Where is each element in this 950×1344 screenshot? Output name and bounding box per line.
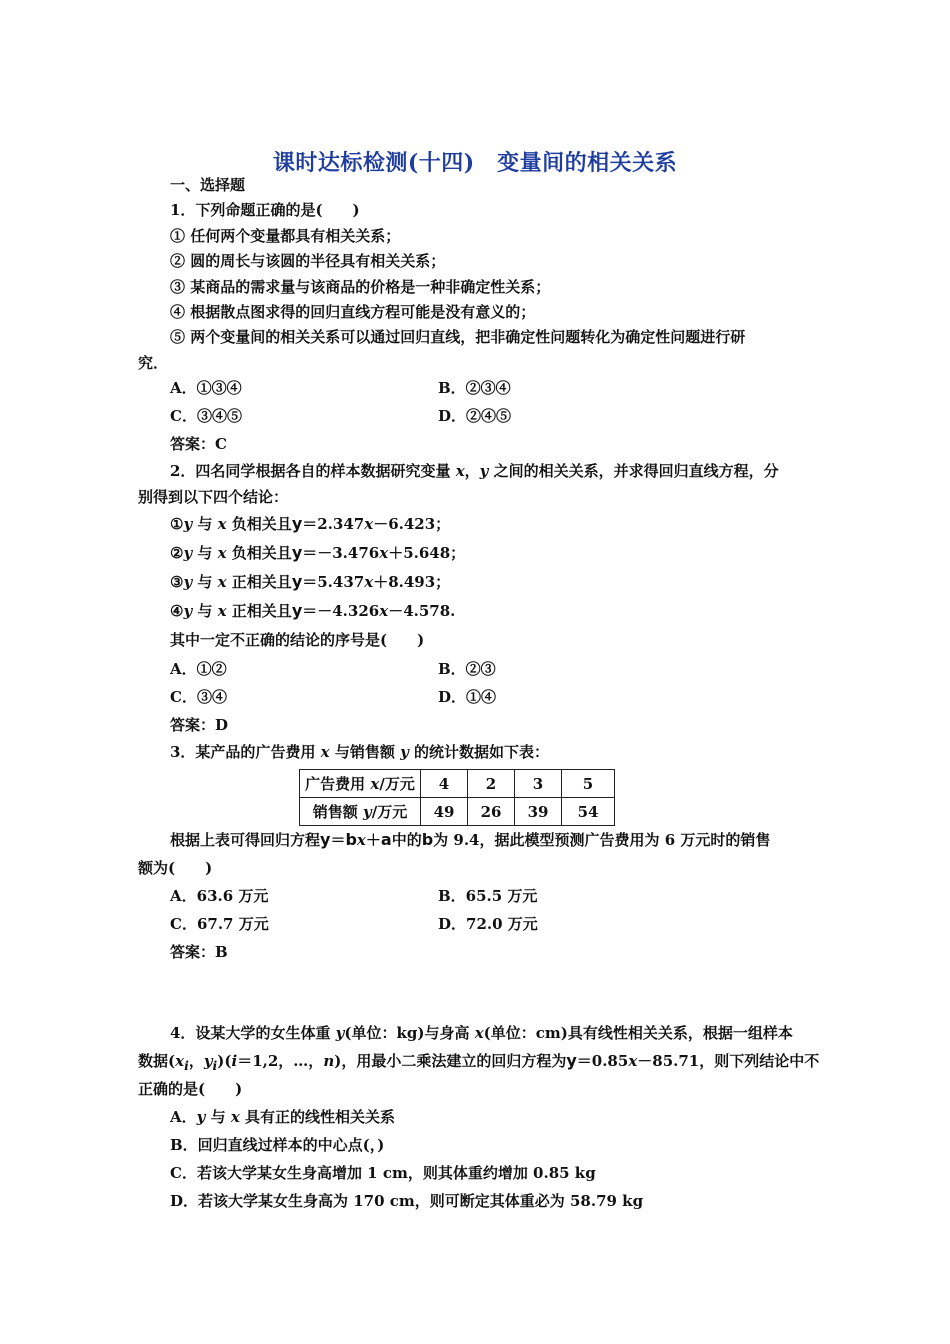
table-cell: 2: [468, 770, 515, 798]
q4-stem-1: 4．设某大学的女生体重 y(单位：kg)与身高 x(单位：cm)具有线性相关关系，根据一组样本: [170, 1024, 793, 1042]
q3-option-b: B．65.5 万元: [438, 887, 538, 905]
q2-option-b: B．②③: [438, 660, 496, 678]
q1-statement-4: ④ 根据散点图求得的回归直线方程可能是没有意义的；: [170, 303, 536, 321]
table-header-cell: 销售额 y/万元: [300, 798, 421, 826]
q4-option-b: B．回归直线过样本的中心点(，): [170, 1136, 385, 1154]
q1-statement-2: ② 圆的周长与该圆的半径具有相关关系；: [170, 252, 446, 270]
q1-answer: 答案：C: [170, 435, 227, 453]
page-title: 课时达标检测(十四) 变量间的相关关系: [272, 150, 678, 176]
table-row: [300, 770, 615, 798]
q2-ask: 其中一定不正确的结论的序号是( ): [170, 631, 425, 649]
q3-answer: 答案：B: [170, 943, 228, 961]
table-cell: 49: [421, 798, 468, 826]
q4-option-a: A．y 与 x 具有正的线性相关关系: [170, 1108, 395, 1126]
q2-option-a: A．①②: [170, 660, 227, 678]
q1-statement-5-cont: 究．: [138, 354, 169, 372]
table-header-cell: 广告费用 x/万元: [300, 770, 421, 798]
q1-statement-3: ③ 某商品的需求量与该商品的价格是一种非确定性关系；: [170, 278, 551, 296]
q2-answer: 答案：D: [170, 716, 229, 734]
q3-regression-line: 根据上表可得回归方程y＝bx＋a中的b为 9.4，据此模型预测广告费用为 6 万元时的销售: [170, 830, 771, 849]
q1-option-d: D．②④⑤: [438, 407, 512, 425]
q1-statement-5: ⑤ 两个变量间的相关关系可以通过回归直线，把非确定性问题转化为确定性问题进行研: [170, 328, 746, 346]
q1-option-c: C．③④⑤: [170, 407, 242, 425]
q1-stem: 1．下列命题正确的是( ): [170, 201, 360, 219]
q3-stem: 3．某产品的广告费用 x 与销售额 y 的统计数据如下表：: [170, 743, 550, 761]
q2-conclusion-1: ①y 与 x 负相关且y＝2.347x－6.423；: [170, 514, 451, 533]
q4-option-c: C．若该大学某女生身高增加 1 cm，则其体重约增加 0.85 kg: [170, 1164, 596, 1182]
q2-stem: 2．四名同学根据各自的样本数据研究变量 x，y 之间的相关关系，并求得回归直线方程，分: [170, 462, 779, 480]
q3-regression-line-cont: 额为( ): [138, 859, 213, 877]
table-cell: 26: [468, 798, 515, 826]
q3-data-table: [299, 769, 615, 826]
table-cell: 3: [515, 770, 562, 798]
q4-stem-3: 正确的是( ): [138, 1080, 243, 1098]
table-cell: 4: [421, 770, 468, 798]
q1-option-a: A．①③④: [170, 379, 242, 397]
q1-option-b: B．②③④: [438, 379, 511, 397]
table-cell: 54: [562, 798, 615, 826]
q2-option-d: D．①④: [438, 688, 497, 706]
section-heading: 一、选择题: [170, 176, 246, 194]
table-cell: 5: [562, 770, 615, 798]
q2-stem-cont: 别得到以下四个结论：: [138, 488, 289, 506]
table-cell: 39: [515, 798, 562, 826]
q2-conclusion-3: ③y 与 x 正相关且y＝5.437x＋8.493；: [170, 572, 451, 591]
q3-option-c: C．67.7 万元: [170, 915, 269, 933]
q3-option-d: D．72.0 万元: [438, 915, 538, 933]
q1-statement-1: ① 任何两个变量都具有相关关系；: [170, 227, 401, 245]
q3-option-a: A．63.6 万元: [170, 887, 269, 905]
q4-option-d: D．若该大学某女生身高为 170 cm，则可断定其体重必为 58.79 kg: [170, 1192, 644, 1210]
q2-conclusion-4: ④y 与 x 正相关且y＝－4.326x－4.578.: [170, 601, 456, 620]
table-row: [300, 798, 615, 826]
q4-stem-2: 数据($x_i$，$y_i)(i=1,2$，…，n)，用最小二乘法建立的回归方程为y＝0.85x－85.71，则下列结论中不: [138, 1051, 820, 1073]
q2-conclusion-2: ②y 与 x 负相关且y＝－3.476x＋5.648；: [170, 543, 466, 562]
q2-option-c: C．③④: [170, 688, 227, 706]
